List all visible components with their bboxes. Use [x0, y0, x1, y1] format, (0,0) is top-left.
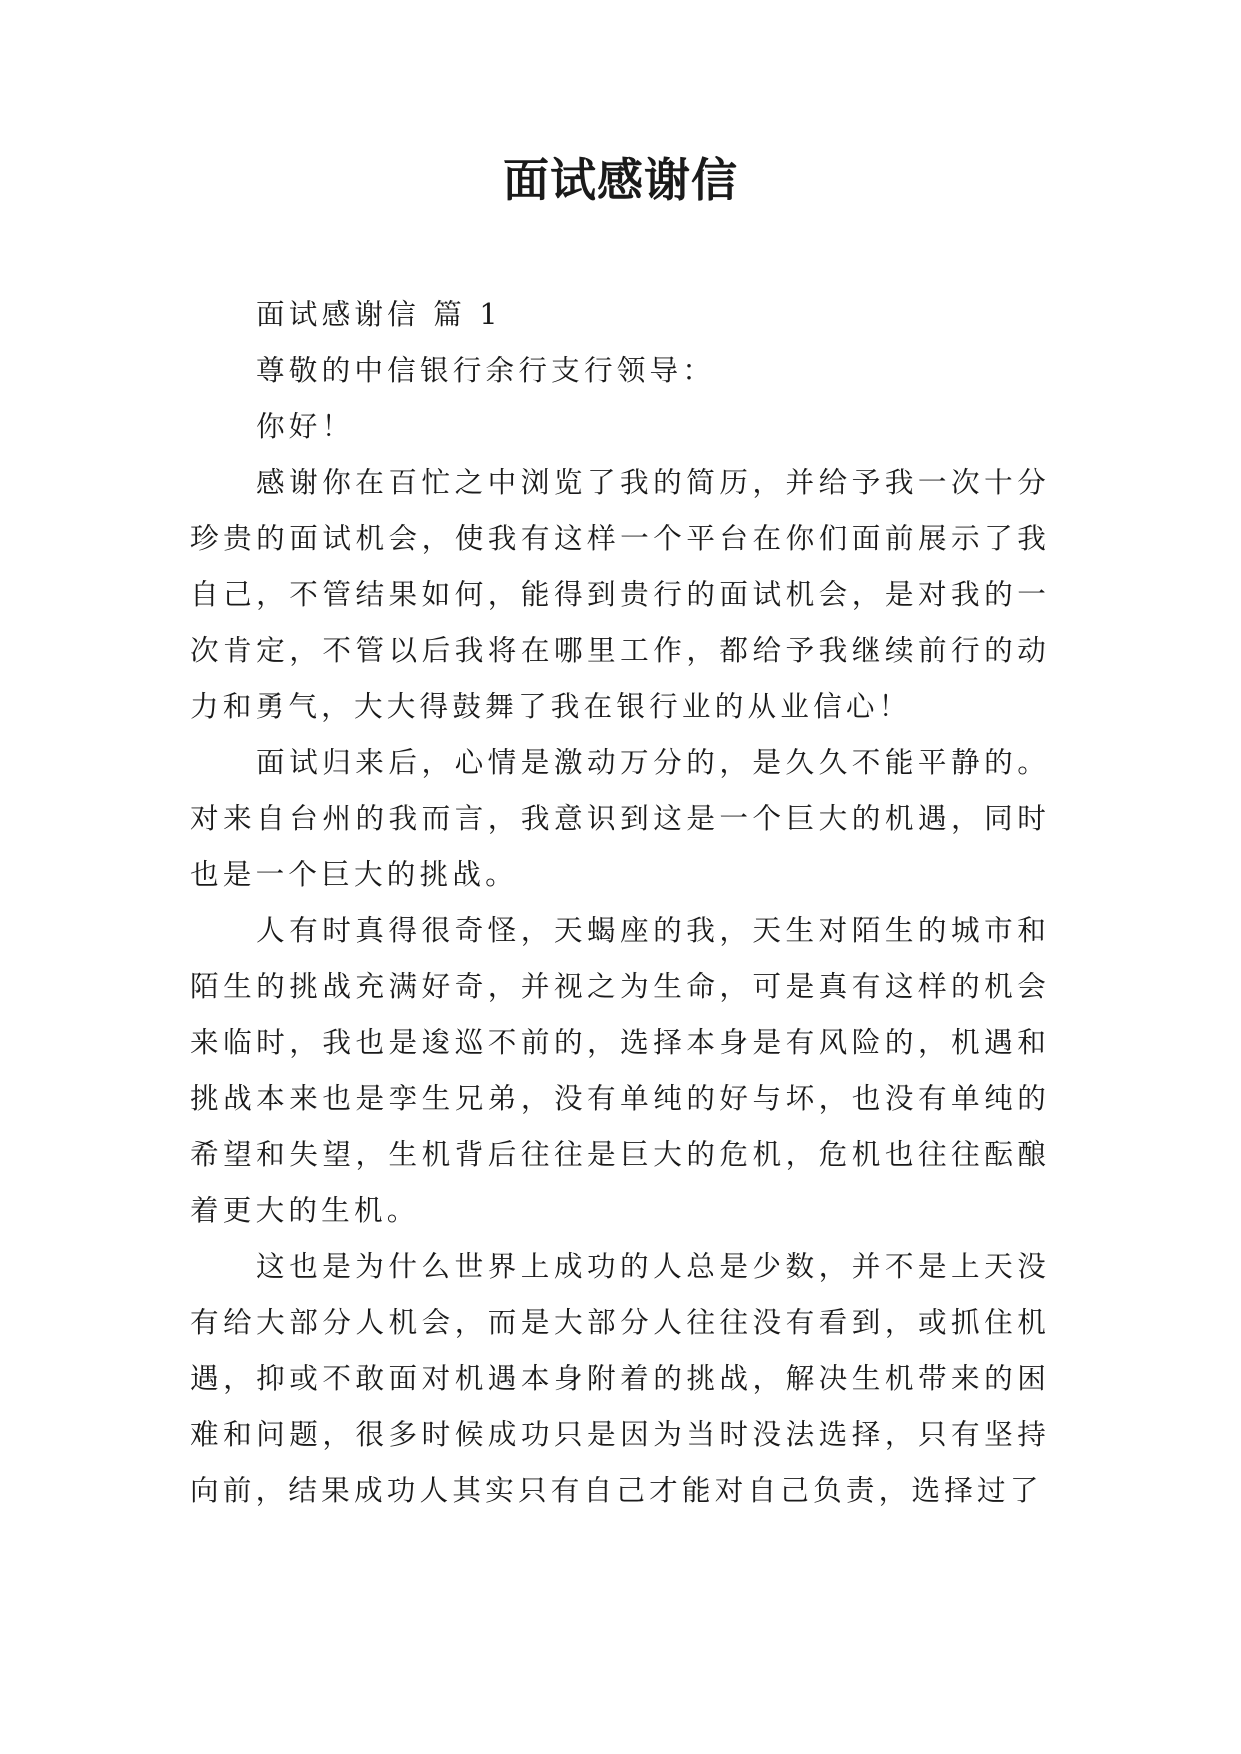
body-paragraph-3: 人有时真得很奇怪，天蝎座的我，天生对陌生的城市和陌生的挑战充满好奇，并视之为生命，可是真有这样的机会来临时，我也是逡巡不前的，选择本身是有风险的，机遇和挑战本来也是孪生兄弟，没有单纯的好与坏，也没有单纯的希望和失望，生机背后往往是巨大的危机，危机也往往酝酿着更大的生机。 [190, 913, 1050, 1227]
section-heading: 面试感谢信 篇 1 [256, 297, 502, 331]
body-paragraph-2: 面试归来后，心情是激动万分的，是久久不能平静的。对来自台州的我而言，我意识到这是一个巨大的机遇，同时也是一个巨大的挑战。 [190, 745, 1050, 891]
body-paragraph-1: 感谢你在百忙之中浏览了我的简历，并给予我一次十分珍贵的面试机会，使我有这样一个平台在你们面前展示了我自己，不管结果如何，能得到贵行的面试机会，是对我的一次肯定，不管以后我将在哪里工作，都给予我继续前行的动力和勇气，大大得鼓舞了我在银行业的从业信心！ [190, 465, 1050, 723]
salutation: 尊敬的中信银行余行支行领导： [256, 353, 716, 387]
document-body [190, 286, 1050, 1518]
greeting: 你好！ [256, 409, 355, 443]
document-title: 面试感谢信 [503, 153, 738, 207]
body-paragraph-4: 这也是为什么世界上成功的人总是少数，并不是上天没有给大部分人机会，而是大部分人往往没有看到，或抓住机遇，抑或不敢面对机遇本身附着的挑战，解决生机带来的困难和问题，很多时候成功只是因为当时没法选择，只有坚持向前，结果成功人其实只有自己才能对自己负责，选择过了 [190, 1249, 1050, 1507]
